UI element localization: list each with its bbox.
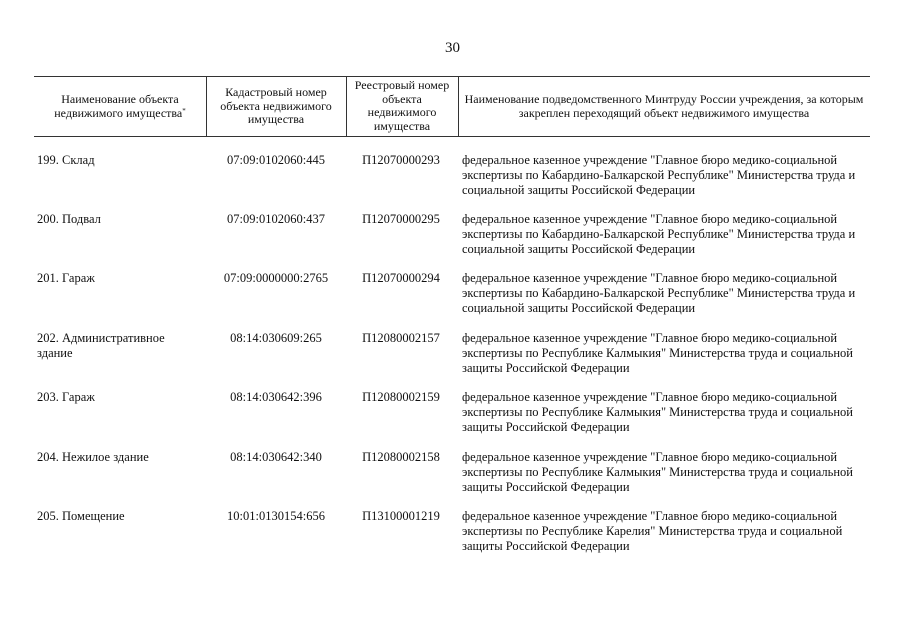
header-divider bbox=[458, 77, 459, 136]
header-divider bbox=[346, 77, 347, 136]
object-name: 202. Административное здание bbox=[37, 331, 165, 360]
registry-number: П12070000294 bbox=[362, 271, 440, 285]
table-top-rule bbox=[34, 76, 870, 77]
cadastral-number: 10:01:0130154:656 bbox=[227, 509, 325, 523]
header-divider bbox=[206, 77, 207, 136]
cadastral-number: 08:14:030642:396 bbox=[230, 390, 322, 404]
registry-number: П12080002157 bbox=[362, 331, 440, 345]
header-registry-number: Реестровый номер объекта недвижимого имущества bbox=[354, 78, 450, 133]
table-row bbox=[0, 390, 905, 438]
header-object-name bbox=[40, 93, 200, 120]
table-row bbox=[0, 271, 905, 319]
object-name: 205. Помещение bbox=[37, 509, 125, 523]
institution-name: федеральное казенное учреждение "Главное бюро медико-социальной экспертизы по Республике Карелия" Министерства труда и социальной защиты Российской Федерации bbox=[462, 509, 843, 553]
object-name: 203. Гараж bbox=[37, 390, 95, 404]
table-row bbox=[0, 331, 905, 379]
object-name: 200. Подвал bbox=[37, 212, 101, 226]
registry-number: П12080002158 bbox=[362, 450, 440, 464]
header-object-name-text: Наименование объекта недвижимого имущества bbox=[54, 92, 183, 120]
page-number: 30 bbox=[445, 40, 460, 56]
table-row bbox=[0, 212, 905, 260]
institution-name: федеральное казенное учреждение "Главное бюро медико-социальной экспертизы по Республике Калмыкия" Министерства труда и социальной защиты Российской Федерации bbox=[462, 331, 853, 375]
object-name: 201. Гараж bbox=[37, 271, 95, 285]
institution-name: федеральное казенное учреждение "Главное бюро медико-социальной экспертизы по Кабардино-Балкарской Республике" Министерства труда и социальной защиты Российской Федерации bbox=[462, 153, 856, 197]
registry-number: П13100001219 bbox=[362, 509, 440, 523]
table-row bbox=[0, 153, 905, 201]
cadastral-number: 07:09:0102060:437 bbox=[227, 212, 325, 226]
table-row bbox=[0, 450, 905, 498]
registry-number: П12070000293 bbox=[362, 153, 440, 167]
registry-number: П12080002159 bbox=[362, 390, 440, 404]
header-cadastral-number: Кадастровый номер объекта недвижимого имущества bbox=[220, 85, 332, 126]
table-header-bottom-rule bbox=[34, 136, 870, 137]
header-institution: Наименование подведомственного Минтруду России учреждения, за которым закреплен переходящий объект недвижимого имущества bbox=[464, 92, 864, 120]
object-name: 199. Склад bbox=[37, 153, 95, 167]
cadastral-number: 07:09:0000000:2765 bbox=[223, 271, 329, 285]
footnote-mark: * bbox=[182, 106, 186, 115]
table-row bbox=[0, 509, 905, 557]
cadastral-number: 07:09:0102060:445 bbox=[227, 153, 325, 167]
institution-name: федеральное казенное учреждение "Главное бюро медико-социальной экспертизы по Кабардино-Балкарской Республике" Министерства труда и социальной защиты Российской Федерации bbox=[462, 271, 856, 315]
cadastral-number: 08:14:030642:340 bbox=[230, 450, 322, 464]
institution-name: федеральное казенное учреждение "Главное бюро медико-социальной экспертизы по Республике Калмыкия" Министерства труда и социальной защиты Российской Федерации bbox=[462, 450, 853, 494]
registry-number: П12070000295 bbox=[362, 212, 440, 226]
cadastral-number: 08:14:030609:265 bbox=[230, 331, 322, 345]
institution-name: федеральное казенное учреждение "Главное бюро медико-социальной экспертизы по Республике Калмыкия" Министерства труда и социальной защиты Российской Федерации bbox=[462, 390, 853, 434]
institution-name: федеральное казенное учреждение "Главное бюро медико-социальной экспертизы по Кабардино-Балкарской Республике" Министерства труда и социальной защиты Российской Федерации bbox=[462, 212, 856, 256]
object-name: 204. Нежилое здание bbox=[37, 450, 149, 464]
